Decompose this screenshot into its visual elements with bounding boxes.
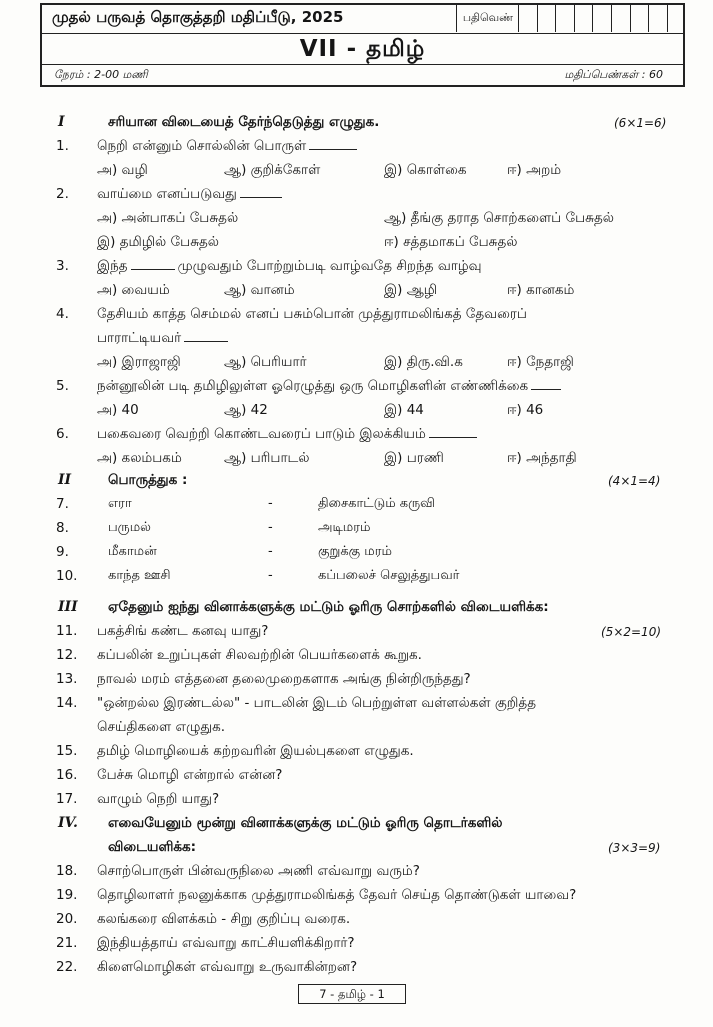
option: ஆ) தீங்கு தராத சொற்களைப் பேசுதல்: [384, 210, 614, 226]
option: அ) அன்பாகப் பேசுதல்: [97, 210, 239, 226]
question-text: தொழிலாளர் நலனுக்காக முத்துராமலிங்கத் தேவர் செய்த தொண்டுகள் யாவை?: [97, 887, 577, 903]
register-digit-box[interactable]: [648, 5, 667, 32]
register-digit-box[interactable]: [555, 5, 574, 32]
question-number: 17.: [56, 791, 78, 807]
question-text: "ஒன்றல்ல இரண்டல்ல" - பாடலின் இடம் பெற்றுள்ள வள்ளல்கள் குறித்த: [97, 695, 537, 711]
question-number: 12.: [56, 647, 78, 663]
question-number: 4.: [56, 306, 69, 322]
question-number: 16.: [56, 767, 78, 783]
question-text: வாழும் நெறி யாது?: [97, 791, 220, 807]
question-text-content: முழுவதும் போற்றும்படி வாழ்வதே சிறந்த வாழ்வு: [177, 258, 482, 274]
question-number: 9.: [56, 544, 69, 560]
question-number: 11.: [56, 623, 78, 639]
section-marks: (5×2=10): [601, 625, 662, 639]
option: இ) ஆழி: [384, 282, 438, 298]
option: இ) பரணி: [384, 450, 444, 466]
exam-time: நேரம் : 2-00 மணி: [54, 68, 148, 81]
answer-blank: [531, 378, 561, 390]
header-info-row: [42, 65, 683, 85]
total-marks: மதிப்பெண்கள் : 60: [564, 68, 663, 81]
question-number: 13.: [56, 671, 78, 687]
section-marks: (6×1=6): [614, 116, 667, 130]
question-text-content: நன்னூலின் படி தமிழிலுள்ள ஓரெழுத்து ஒரு மொழிகளின் எண்ணிக்கை: [97, 378, 529, 394]
register-number-label: பதிவெண்: [456, 5, 519, 32]
option: ஈ) சத்தமாகப் பேசுதல்: [384, 234, 518, 250]
match-right: கப்பலைச் செலுத்துபவர்: [318, 568, 460, 583]
section-number: IV.: [58, 815, 78, 831]
answer-blank: [131, 258, 175, 270]
question-number: 22.: [56, 959, 78, 975]
match-dash: -: [268, 568, 273, 583]
exam-title: முதல் பருவத் தொகுத்தறி மதிப்பீடு, 2025: [52, 8, 344, 26]
question-number: 3.: [56, 258, 69, 274]
question-number: 6.: [56, 426, 69, 442]
question-text: [97, 258, 482, 276]
question-text-content: வாய்மை எனப்படுவது: [97, 186, 237, 202]
question-number: 10.: [56, 568, 78, 584]
option: இ) கொள்கை: [384, 162, 467, 178]
section-marks: (4×1=4): [608, 474, 661, 488]
match-right: குறுக்கு மரம்: [318, 544, 392, 559]
section-title: ஏதேனும் ஐந்து வினாக்களுக்கு மட்டும் ஓரிரு சொற்களில் விடையளிக்க:: [108, 599, 549, 615]
register-digit-box[interactable]: [574, 5, 593, 32]
option: ஆ) வானம்: [224, 282, 295, 298]
section-number: III: [58, 599, 78, 615]
section-title-continued: விடையளிக்க:: [108, 839, 197, 855]
page-footer: 7 - தமிழ் - 1: [298, 984, 406, 1004]
question-text: பகத்சிங் கண்ட கனவு யாது?: [97, 623, 269, 639]
question-text-content: பாராட்டியவர்: [97, 330, 182, 346]
question-text-continued: [97, 330, 231, 348]
question-number: 5.: [56, 378, 69, 394]
answer-blank: [184, 330, 228, 342]
match-left: காந்த ஊசி: [108, 568, 171, 583]
option: அ) கலம்பகம்: [97, 450, 182, 466]
option: இ) 44: [384, 402, 424, 418]
option: ஈ) 46: [507, 402, 544, 418]
question-text: கலங்கரை விளக்கம் - சிறு குறிப்பு வரைக.: [97, 911, 351, 927]
match-right: திசைகாட்டும் கருவி: [318, 496, 435, 511]
option: அ) வையம்: [97, 282, 170, 298]
register-digit-box[interactable]: [630, 5, 649, 32]
question-text: தேசியம் காத்த செம்மல் எனப் பசும்பொன் முத்துராமலிங்கத் தேவரைப்: [97, 306, 527, 322]
match-right: அடிமரம்: [318, 520, 371, 535]
answer-blank: [429, 426, 477, 438]
question-text: [97, 186, 285, 204]
option: அ) 40: [97, 402, 139, 418]
question-text: [97, 426, 480, 444]
section-marks: (3×3=9): [608, 841, 661, 855]
register-digit-box[interactable]: [592, 5, 611, 32]
register-digit-box[interactable]: [537, 5, 556, 32]
section-title: பொருத்துக :: [108, 472, 188, 488]
question-text: பேச்சு மொழி என்றால் என்ன?: [97, 767, 283, 783]
option: ஈ) நேதாஜி: [507, 354, 574, 370]
match-dash: -: [268, 520, 273, 535]
match-left: பருமல்: [108, 520, 151, 535]
option: ஆ) குறிக்கோள்: [224, 162, 321, 178]
question-text: கிளைமொழிகள் எவ்வாறு உருவாகின்றன?: [97, 959, 358, 975]
option: இ) தமிழில் பேசுதல்: [97, 234, 219, 250]
question-text: கப்பலின் உறுப்புகள் சிலவற்றின் பெயர்களைக் கூறுக.: [97, 647, 422, 663]
match-dash: -: [268, 496, 273, 511]
register-digit-box[interactable]: [518, 5, 537, 32]
option: இ) திரு.வி.க: [384, 354, 463, 370]
question-number: 2.: [56, 186, 69, 202]
answer-blank: [240, 186, 282, 198]
option: அ) வழி: [97, 162, 148, 178]
option: ஈ) அறம்: [507, 162, 562, 178]
question-text: சொற்பொருள் பின்வருநிலை அணி எவ்வாறு வரும்?: [97, 863, 420, 879]
exam-header: [40, 3, 685, 87]
option: ஆ) பெரியார்: [224, 354, 307, 370]
question-text: [97, 378, 564, 396]
header-subject-row: [42, 34, 683, 65]
register-digit-box[interactable]: [667, 5, 684, 32]
question-text: நாவல் மரம் எத்தனை தலைமுறைகளாக அங்கு நின்றிருந்தது?: [97, 671, 471, 687]
option: அ) இராஜாஜி: [97, 354, 181, 370]
question-number: 1.: [56, 138, 69, 154]
answer-blank: [309, 138, 357, 150]
header-top-row: [42, 5, 683, 34]
section-number: I: [58, 114, 65, 130]
option: ஈ) அந்தாதி: [507, 450, 577, 466]
question-text: தமிழ் மொழியைக் கற்றவரின் இயல்புகளை எழுதுக.: [97, 743, 414, 759]
question-text-content: நெறி என்னும் சொல்லின் பொருள்: [97, 138, 307, 154]
question-number: 8.: [56, 520, 69, 536]
question-number: 21.: [56, 935, 78, 951]
option: ஆ) பரிபாடல்: [224, 450, 310, 466]
question-number: 18.: [56, 863, 78, 879]
question-text: [97, 138, 360, 156]
question-text-content: பகைவரை வெற்றி கொண்டவரைப் பாடும் இலக்கியம்: [97, 426, 426, 442]
question-text-content: இந்த: [97, 258, 128, 274]
match-left: மீகாமன்: [108, 544, 157, 559]
question-text-continued: செய்திகளை எழுதுக.: [97, 719, 226, 735]
option: ஆ) 42: [224, 402, 268, 418]
section-title: எவையேனும் மூன்று வினாக்களுக்கு மட்டும் ஓரிரு தொடர்களில்: [108, 815, 503, 831]
question-number: 7.: [56, 496, 69, 512]
question-number: 14.: [56, 695, 78, 711]
section-title: சரியான விடையைத் தேர்ந்தெடுத்து எழுதுக.: [108, 114, 380, 130]
section-number: II: [58, 472, 72, 488]
subject-title: VII - தமிழ்: [299, 36, 426, 62]
question-number: 19.: [56, 887, 78, 903]
question-number: 15.: [56, 743, 78, 759]
match-left: எரா: [108, 496, 132, 511]
match-dash: -: [268, 544, 273, 559]
register-digit-box[interactable]: [611, 5, 630, 32]
question-text: இந்தியத்தாய் எவ்வாறு காட்சியளிக்கிறார்?: [97, 935, 355, 951]
question-number: 20.: [56, 911, 78, 927]
option: ஈ) கானகம்: [507, 282, 575, 298]
